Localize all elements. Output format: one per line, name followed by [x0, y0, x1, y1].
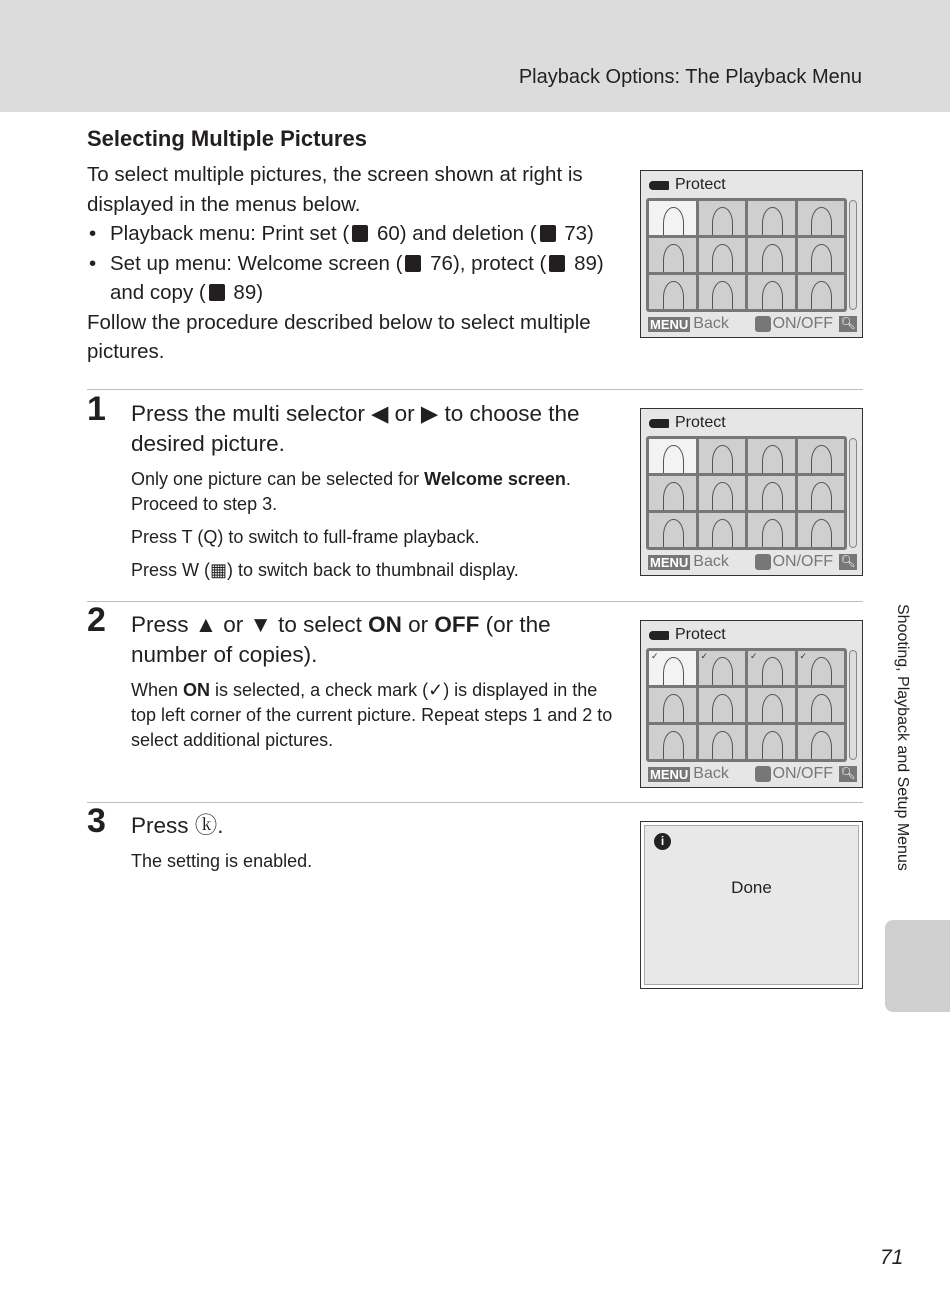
onoff-label: ON/OFF	[772, 553, 833, 570]
step2-heading	[131, 610, 621, 670]
thumbnail[interactable]	[649, 476, 696, 510]
back-label: Back	[693, 765, 729, 782]
back-label: Back	[693, 315, 729, 332]
camera-screen-done	[640, 821, 863, 989]
thumbnail[interactable]	[798, 513, 845, 547]
thumbnail[interactable]	[748, 439, 795, 473]
text: 60) and deletion (	[371, 222, 537, 245]
screen-title	[649, 176, 726, 194]
title-text: Protect	[675, 176, 726, 193]
zoom-icon: 🔍︎	[840, 316, 856, 330]
text: or	[401, 612, 435, 637]
text: 89)	[227, 281, 264, 304]
thumbnail[interactable]	[748, 651, 795, 685]
text: (or the number of copies).	[131, 612, 551, 667]
camera-screen-protect	[640, 170, 863, 338]
header-title: Playback Options: The Playback Menu	[518, 66, 862, 88]
thumbnail[interactable]	[699, 688, 746, 722]
check-mark-icon: ✓	[799, 651, 808, 661]
bullet-setup	[87, 249, 617, 308]
screen-title	[649, 626, 726, 644]
side-tab	[885, 920, 950, 1012]
thumbnail[interactable]	[699, 275, 746, 309]
zoom-icon: 🔍︎	[840, 554, 856, 568]
thumbnail[interactable]	[649, 439, 696, 473]
text: 76), protect (	[424, 251, 547, 275]
divider	[87, 802, 863, 803]
page-ref-icon	[540, 225, 556, 242]
up-down-icon	[755, 316, 771, 332]
intro	[87, 160, 617, 367]
menu-button-icon: MENU	[650, 316, 689, 332]
page-header	[0, 0, 950, 112]
thumbnail[interactable]	[798, 275, 845, 309]
onoff-label: ON/OFF	[772, 765, 833, 782]
page-ref-icon	[352, 225, 368, 242]
up-down-icon	[755, 554, 771, 570]
step1-body	[131, 467, 621, 591]
thumbnail-grid	[646, 648, 847, 762]
thumbnail[interactable]	[699, 725, 746, 759]
thumbnail[interactable]	[798, 725, 845, 759]
side-tab-label: Shooting, Playback and Setup Menus	[894, 604, 911, 871]
thumbnail[interactable]	[748, 201, 795, 235]
thumbnail[interactable]	[699, 238, 746, 272]
thumbnail[interactable]	[699, 513, 746, 547]
step1-heading: Press the multi selector ◀ or ▶ to choose the desired picture.	[131, 401, 580, 456]
thumbnail[interactable]	[748, 688, 795, 722]
page-ref-icon	[209, 284, 225, 301]
thumbnail[interactable]	[649, 688, 696, 722]
screen-footer	[648, 552, 857, 572]
done-text: Done	[731, 878, 772, 897]
thumbnail[interactable]	[798, 651, 845, 685]
info-icon: i	[654, 833, 671, 850]
scrollbar[interactable]	[849, 650, 857, 760]
step1-para: Press W (▦) to switch back to thumbnail display.	[131, 560, 519, 580]
camera-screen-protect	[640, 620, 863, 788]
thumbnail[interactable]	[798, 688, 845, 722]
key-icon	[649, 181, 669, 190]
intro-text: To select multiple pictures, the screen shown at right is displayed in the menus below.	[87, 163, 583, 216]
thumbnail[interactable]	[798, 476, 845, 510]
step2-body	[131, 678, 621, 753]
title-text: Protect	[675, 626, 726, 643]
text: Press ▲ or ▼ to select	[131, 612, 369, 637]
menu-button-icon: MENU	[650, 554, 689, 570]
thumbnail[interactable]	[798, 439, 845, 473]
scrollbar[interactable]	[849, 200, 857, 310]
text: is selected, a check mark (✓) is displayed in the top left corner of the current picture. Repeat steps 1 and 2 to select additional pictures.	[131, 680, 613, 750]
thumbnail[interactable]	[699, 651, 746, 685]
text: . Proceed to step 3.	[131, 469, 571, 514]
thumbnail[interactable]	[798, 201, 845, 235]
check-mark-icon: ✓	[750, 651, 758, 661]
thumbnail[interactable]	[649, 275, 696, 309]
text: Only one picture can be selected for	[131, 469, 425, 489]
thumbnail[interactable]	[649, 725, 696, 759]
text: OFF	[434, 612, 480, 637]
dialog	[644, 825, 859, 985]
thumbnail-grid	[646, 198, 847, 312]
page-number: 71	[880, 1246, 904, 1269]
step3-heading: Press ⓚ.	[131, 813, 224, 838]
thumbnail[interactable]	[748, 476, 795, 510]
step-number: 3	[87, 802, 106, 840]
scrollbar[interactable]	[849, 438, 857, 548]
thumbnail[interactable]	[748, 513, 795, 547]
divider	[87, 389, 863, 390]
screen-footer	[648, 314, 857, 334]
follow-text: Follow the procedure described below to select multiple pictures.	[87, 310, 591, 363]
thumbnail[interactable]	[699, 201, 746, 235]
onoff-label: ON/OFF	[772, 315, 833, 332]
text: Set up menu: Welcome screen (	[110, 251, 403, 275]
text: When	[131, 680, 184, 700]
screen-footer	[648, 764, 857, 784]
menu-button-icon: MENU	[650, 766, 689, 782]
thumbnail-grid	[646, 436, 847, 550]
thumbnail[interactable]	[748, 238, 795, 272]
check-mark-icon: ✓	[700, 651, 709, 661]
thumbnail[interactable]	[649, 238, 696, 272]
thumbnail[interactable]	[748, 275, 795, 309]
divider	[87, 601, 863, 602]
thumbnail[interactable]	[699, 439, 746, 473]
thumbnail[interactable]	[649, 651, 696, 685]
step-number: 1	[87, 390, 106, 428]
up-down-icon	[755, 766, 771, 782]
text: Playback menu: Print set (	[110, 222, 350, 245]
screen-title	[649, 414, 726, 432]
step3-body: The setting is enabled.	[131, 851, 313, 871]
thumbnail[interactable]	[649, 513, 696, 547]
thumbnail[interactable]	[699, 476, 746, 510]
camera-screen-protect	[640, 408, 863, 576]
thumbnail[interactable]	[798, 238, 845, 272]
title-text: Protect	[675, 414, 726, 431]
step1-para	[131, 467, 621, 517]
text: 89) and copy (	[110, 251, 604, 304]
key-icon	[649, 631, 669, 640]
step1-para: Press T (Q) to switch to full-frame playback.	[131, 527, 480, 547]
thumbnail[interactable]	[649, 201, 696, 235]
section-title: Selecting Multiple Pictures	[87, 126, 367, 151]
text: ON	[368, 612, 402, 637]
text: 73)	[558, 222, 594, 245]
key-icon	[649, 419, 669, 428]
zoom-icon: 🔍︎	[840, 766, 856, 780]
page-ref-icon	[549, 255, 565, 272]
thumbnail[interactable]	[748, 725, 795, 759]
page-ref-icon	[405, 255, 421, 272]
back-label: Back	[693, 553, 729, 570]
step-number: 2	[87, 601, 106, 639]
text: Welcome screen	[424, 469, 566, 489]
text: ON	[183, 680, 211, 700]
bullet-playback	[87, 219, 617, 249]
check-mark-icon: ✓	[651, 651, 659, 661]
